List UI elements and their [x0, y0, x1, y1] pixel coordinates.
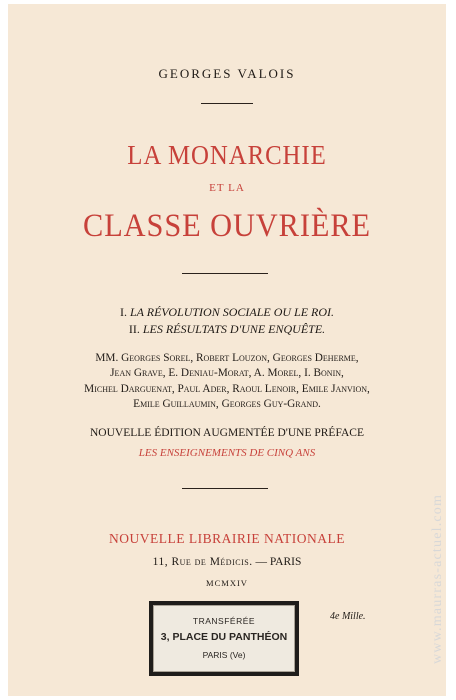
contributors-line: Emile Guillaumin, Georges Guy-Grand. [133, 397, 321, 410]
title-line-1: LA MONARCHIE [127, 140, 327, 170]
address-dash: — [255, 556, 267, 568]
publication-year: MCMXIV [206, 578, 248, 588]
stamp-line-2: 3, PLACE DU PANTHÉON [160, 631, 288, 643]
part-1: I. LA RÉVOLUTION SOCIALE OU LE ROI. [119, 305, 335, 319]
site-watermark: www.maurras-actuel.com [430, 493, 445, 664]
divider-top [201, 103, 253, 104]
publisher-name: NOUVELLE LIBRAIRIE NATIONALE [109, 531, 345, 546]
contributors-line: MM. Georges Sorel, Robert Louzon, Georges Deherme, [95, 352, 359, 364]
contributors-line: Jean Grave, E. Deniau-Morat, A. Morel, I. Bonin, [110, 367, 344, 380]
author-name: GEORGES VALOIS [158, 66, 296, 81]
part-2: II. LES RÉSULTATS D'UNE ENQUÊTE. [128, 322, 326, 336]
divider-bottom [182, 488, 268, 489]
edition-note: NOUVELLE ÉDITION AUGMENTÉE D'UNE PRÉFACE [90, 427, 364, 439]
preface-title: LES ENSEIGNEMENTS DE CINQ ANS [138, 447, 316, 459]
title-line-2: CLASSE OUVRIÈRE [83, 208, 371, 244]
publisher-address [8, 556, 446, 568]
address-stamp-label [149, 601, 299, 676]
contributors-list [8, 351, 446, 412]
address-city: PARIS [269, 556, 302, 568]
stamp-line-3: PARIS (Ve) [202, 650, 246, 660]
contributors-line: Michel Darguenat, Paul Ader, Raoul Lenoir, Emile Janvion, [84, 382, 370, 395]
stamp-paper [153, 605, 295, 672]
title-connector: ET LA [209, 182, 245, 194]
printing-note: 4e Mille. [330, 611, 366, 622]
divider-middle [182, 273, 268, 274]
address-street: 11, Rue de Médicis. [152, 556, 253, 568]
parts-list [8, 304, 446, 338]
stamp-line-1: TRANSFÉRÉE [192, 616, 256, 626]
edition-block [8, 423, 446, 463]
book-cover [8, 4, 446, 696]
